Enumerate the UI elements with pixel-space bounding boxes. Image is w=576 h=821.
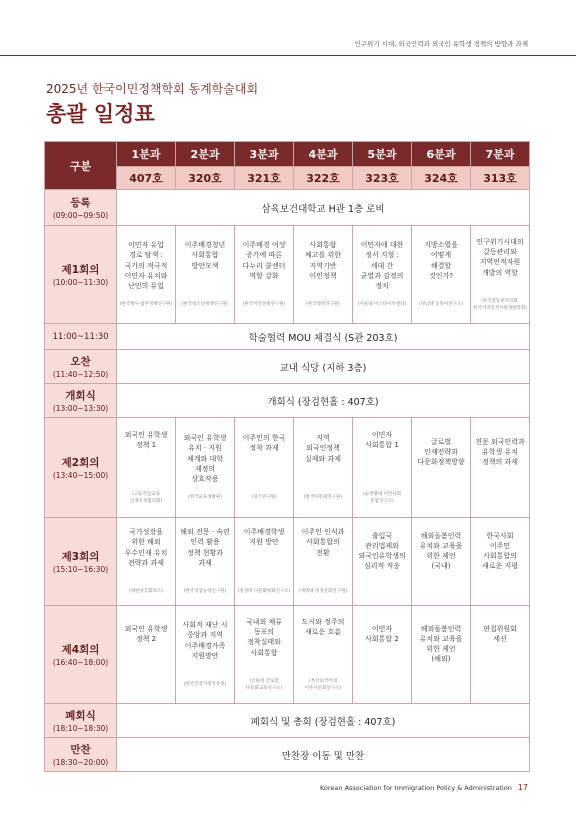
session-cell [471,226,530,324]
lunch-cell: 교내 식당 (지하 3층) [117,350,530,384]
row-name: 제1회의 [61,264,100,276]
session-topic: 국가성장을 위한 해외 우수인재 유치 전략과 과제 [124,528,168,567]
meeting-row [45,226,530,324]
session-organizer: (한국청소년정책연구원) [181,302,229,308]
session-cell [353,606,412,704]
session-topic: 전문 외국인력과 유학생 유치 정책의 과제 [475,437,525,466]
session-topic: 지방소멸을 어떻게 해결할 것인가? [424,241,458,280]
row-name: 제3회의 [61,551,100,563]
session-organizer: (한국행사·법무정책연구원) [119,302,173,308]
session-organizer: (한국행정연구원) [306,302,340,308]
session-cell [471,418,530,518]
session-topic: 이주민의 한국 정착 과제 [242,434,286,453]
session-cell [471,606,530,704]
session-cell [117,518,176,606]
session-topic: 이민자 사회통합 2 [365,624,399,643]
row-name: 제4회의 [61,644,100,656]
session-header: 1분과 [117,142,176,167]
row-label [45,418,117,518]
session-cell [176,226,235,324]
row-label [45,350,117,384]
session-organizer: (인하대 글로컬 다문화교육연구소) [245,679,283,691]
row-label [45,704,117,738]
session-organizer: (한국직업능력연구원) [183,589,227,595]
closing-cell: 폐회식 및 총회 (장검현홀 : 407호) [117,704,530,738]
session-topic: 국내외 체류 동포의 정착실태와 사회통합 [245,618,283,657]
footer [320,783,528,792]
session-cell [235,518,294,606]
session-header: 2분과 [176,142,235,167]
session-cell [412,226,471,324]
session-topic: 해외 전문 · 숙련 인력 활용 정책 현황과 과제 [180,528,230,567]
session-cell [471,518,530,606]
session-cell [117,226,176,324]
room-header: 313호 [471,167,530,190]
row-label [45,324,117,350]
session-header: 4분과 [294,142,353,167]
session-cell [412,606,471,704]
session-cell [176,518,235,606]
session-organizer: (경기연구원) [251,495,277,501]
session-topic: 이민자 사회통합 1 [365,431,399,450]
meeting-row [45,418,530,518]
row-label [45,518,117,606]
session-organizer: (순천향대 이민사회 통합연구소) [363,492,401,504]
session-topic: 이민자에 대한 정서 지형 : 세대 간 균열과 감정의 정치 [360,241,404,290]
session-topic: 이주배경학생 지원 방안 [243,528,285,547]
row-name: 개회식 [65,390,96,402]
session-organizer: (대한성공회의소) [129,589,163,595]
session-organizer: (계명대 링치문화연구원) [298,589,348,595]
session-topic: 외국인 유학생 정책 1 [124,431,168,450]
schedule-table [44,141,530,772]
opening-row [45,384,530,418]
header-rule [0,55,576,56]
session-organizer: (한국교육개발원) [188,495,222,501]
registration-row [45,190,530,226]
session-header: 5분과 [353,142,412,167]
session-topic: 도시와 정주의 새로운 흐름 [301,618,345,637]
row-name: 만찬 [70,744,91,756]
session-organizer: (한국건강가정진흥원) [183,682,227,688]
running-title: 인구위기 시대, 외국인력과 외국인 유학생 정책의 방향과 과제 [354,40,528,48]
row-name: 제2회의 [61,457,100,469]
row-label [45,606,117,704]
session-cell [353,226,412,324]
room-header: 323호 [353,167,412,190]
row-name: 오찬 [70,356,91,368]
session-cell [412,518,471,606]
page-number: 17 [517,783,528,792]
room-header: 322호 [294,167,353,190]
row-time: (11:40~12:50) [52,370,109,379]
session-organizer: (한국이민정책연구원) [242,302,286,308]
row-time: (09:00~09:50) [52,211,109,220]
dinner-cell: 만찬장 이동 및 만찬 [117,738,530,772]
mou-row [45,324,530,350]
session-topic: 출입국 관리법제와 외국인유학생의 심리적 적응 [358,531,406,570]
registration-cell: 삼육보건대학교 H관 1층 로비 [117,190,530,226]
page-title: 총괄 일정표 [46,102,155,126]
session-cell [294,518,353,606]
session-cell [412,418,471,518]
session-organizer: (부산외국어대 이주다문화연구소) [304,679,342,691]
session-topic: 인구위기시대의 갈등관리와 지역인적자원 개발의 역할 [476,238,524,277]
row-time: (13:00~13:30) [52,404,109,413]
session-topic: 이주배경 여성 증가에 따른 다누리 콜센터 역할 강화 [242,241,286,280]
row-name: 폐회식 [65,710,96,722]
session-topic: 외국인 유학생 정책 2 [124,624,168,643]
session-topic: 사회통합 체고를 위한 지역기반 이민정책 [304,241,342,280]
session-topic: 외국인 유학생 유치 · 지원 체계와 대학 재정의 상호작용 [183,434,227,483]
session-cell [294,418,353,518]
session-topic: 글로벌 인재전략과 다문화정책방향 [417,437,465,466]
session-header: 3분과 [235,142,294,167]
row-name: 등록 [70,197,91,209]
session-topic: 지역 외국인정책 실제와 과제 [304,434,342,463]
session-cell [235,418,294,518]
row-time: (15:10~16:30) [52,565,109,574]
session-cell [294,226,353,324]
session-header: 6분과 [412,142,471,167]
session-cell [117,418,176,518]
closing-row [45,704,530,738]
session-topic: 해외돌봄인력 유치와 교육을 위한 제언 (국내) [419,531,463,570]
room-header: 324호 [412,167,471,190]
session-topic: 이주배경청년 사회통합 방안모색 [184,241,226,270]
meeting-row [45,518,530,606]
session-organizer: (한국갈등관리학회, 한국지역인적자원개발학회) [473,299,527,311]
session-topic: 편집위원회 세션 [483,624,517,643]
room-header: 320호 [176,167,235,190]
session-organizer: (경남대 동북아연구소) [418,302,464,308]
dinner-row [45,738,530,772]
row-time: (13:40~15:00) [52,471,109,480]
session-topic: 해외돌봄인력 유치와 교육을 위한 제언 (해외) [419,624,463,663]
session-cell [117,606,176,704]
lunch-row [45,350,530,384]
session-organizer: (고등직업교육 인재유치협의회) [129,492,163,504]
session-cell [294,606,353,704]
conference-subtitle: 2025년 한국이민정책학회 동계학술대회 [46,82,259,96]
session-organizer: (청경대 다문화평화연구소) [237,589,291,595]
row-label [45,384,117,418]
room-header: 321호 [235,167,294,190]
meeting-row [45,606,530,704]
mou-cell: 학술협력 MOU 체결식 (S관 203호) [117,324,530,350]
row-time: (16:40~18:00) [52,658,109,667]
session-topic: 사회적 재난 시 중앙과 지역 이주배경가족 지원방안 [182,621,228,660]
footer-text: Korean Association for Immigration Policy & Administration [319,784,512,792]
session-cell [176,606,235,704]
session-topic: 이주민 인식과 사회통합의 전환 [301,528,345,557]
session-cell [353,518,412,606]
row-label [45,226,117,324]
row-time: (18:10~18:30) [52,724,109,733]
session-organizer: (한국다문화연구원) [303,495,343,501]
session-topic: 한국사회 이주민 사회통합의 새로운 지평 [481,531,519,570]
row-label [45,738,117,772]
row-time: (10:00~11:30) [52,278,109,287]
session-header: 7분과 [471,142,530,167]
corner-header: 구분 [45,142,117,190]
opening-cell: 개회식 (장검현홀 : 407호) [117,384,530,418]
session-cell [235,606,294,704]
session-cell [235,226,294,324]
row-time: 11:00~11:30 [52,331,109,342]
session-organizer: (서울대 이스타이주센터) [357,302,407,308]
room-header: 407호 [117,167,176,190]
session-topic: 이민자 유입 경로 탐색 : 국가의 적극적 이민자 유치와 난민의 유입 [124,241,168,290]
row-label [45,190,117,226]
session-cell [176,418,235,518]
row-time: (18:30~20:00) [52,758,109,767]
session-cell [353,418,412,518]
